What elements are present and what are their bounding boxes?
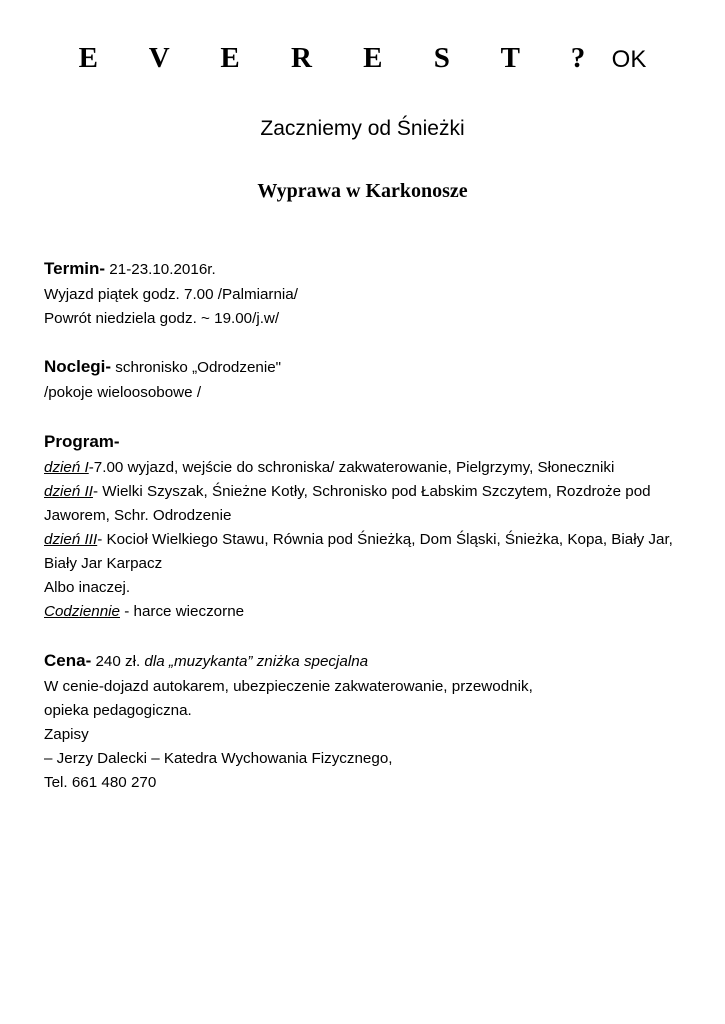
title-everest: E V E R E S T ? [78, 42, 608, 74]
zapisy-label: Zapisy [44, 726, 89, 743]
title-ok: OK [611, 46, 647, 73]
cena-discount: dla „muzykanta” zniżka specjalna [144, 653, 369, 670]
day3-label: dzień III [44, 531, 98, 548]
daily-text: - harce wieczorne [120, 603, 245, 620]
daily-label: Codziennie [44, 603, 120, 620]
day2-line-cont: Jaworem, Schr. Odrodzenie [44, 507, 232, 524]
cena-price: 240 zł. [91, 653, 145, 670]
trip-heading: Wyprawa w Karkonosze [257, 180, 468, 202]
cena-label: Cena- [44, 651, 92, 670]
day3-line-cont: Biały Jar Karpacz [44, 555, 163, 572]
day1-text: -7.00 wyjazd, wejście do schroniska/ zakwaterowanie, Pielgrzymy, Słoneczniki [88, 459, 615, 476]
noclegi-place: schronisko „Odrodzenie" [111, 359, 282, 376]
day2-label: dzień II [44, 483, 93, 500]
noclegi-label: Noclegi- [44, 357, 112, 376]
day3-text: - Kocioł Wielkiego Stawu, Równia pod Śnieżką, Dom Śląski, Śnieżka, Kopa, Biały Jar, [97, 531, 673, 548]
return-line: Powrót niedziela godz. ~ 19.00/j.w/ [44, 310, 280, 327]
termin-dates: 21-23.10.2016r. [105, 261, 216, 278]
program-line [44, 432, 120, 453]
phone-line: Tel. 661 480 270 [44, 774, 157, 791]
includes-line-cont: opieka pedagogiczna. [44, 702, 192, 719]
subtitle: Zaczniemy od Śnieżki [260, 117, 465, 140]
title [0, 42, 725, 75]
departure-line: Wyjazd piątek godz. 7.00 /Palmiarnia/ [44, 286, 298, 303]
rooms-line: /pokoje wieloosobowe / [44, 384, 202, 401]
alt-line: Albo inaczej. [44, 579, 131, 596]
daily-line [44, 602, 244, 622]
cena-line [44, 651, 368, 672]
program-label: Program- [44, 432, 120, 451]
day2-text: - Wielki Szyszak, Śnieżne Kotły, Schronisko pod Łabskim Szczytem, Rozdroże pod [92, 483, 651, 500]
day3-line [44, 530, 673, 550]
termin-line [44, 259, 216, 280]
day2-line [44, 482, 651, 502]
includes-line: W cenie-dojazd autokarem, ubezpieczenie zakwaterowanie, przewodnik, [44, 678, 533, 695]
day1-line [44, 458, 614, 478]
contact-line: – Jerzy Dalecki – Katedra Wychowania Fizycznego, [44, 750, 393, 767]
day1-label: dzień I [44, 459, 89, 476]
termin-label: Termin- [44, 259, 106, 278]
noclegi-line [44, 357, 281, 378]
